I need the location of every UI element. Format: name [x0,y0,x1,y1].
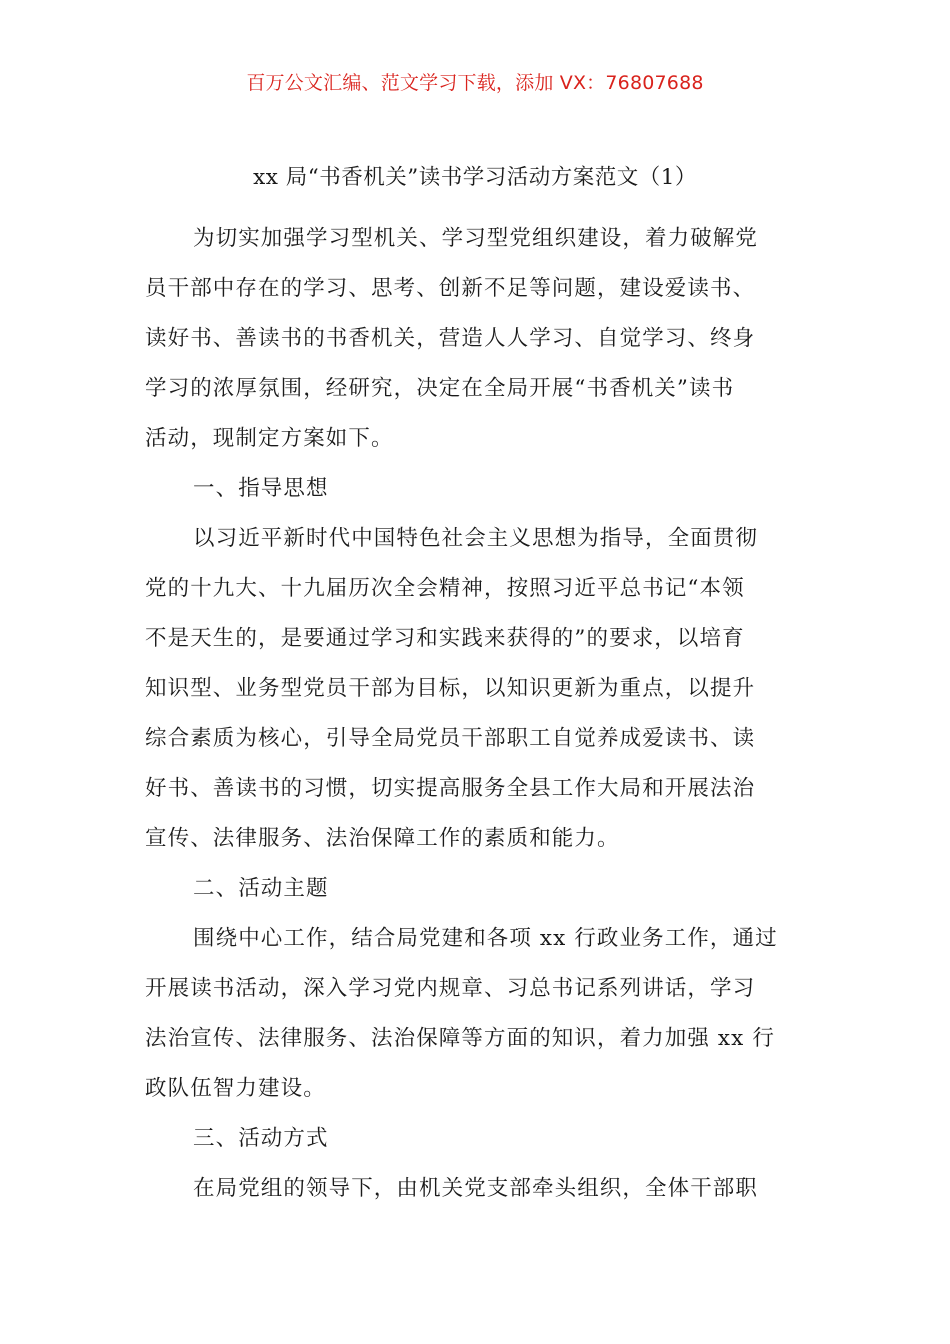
paragraph [145,214,807,464]
text-line: 一、指导思想 [193,476,329,501]
text-line: 二、活动主题 [193,876,329,901]
text-line: 围绕中心工作，结合局党建和各项 xx 行政业务工作，通过 [193,926,778,951]
document-title: xx 局“书香机关”读书学习活动方案范文（1） [253,165,697,190]
text-line: 三、活动方式 [193,1126,329,1151]
section-heading [145,864,807,914]
text-line: 宣传、法律服务、法治保障工作的素质和能力。 [145,826,620,851]
paragraph [145,514,807,864]
text-line: 法治宣传、法律服务、法治保障等方面的知识，着力加强 xx 行 [145,1026,775,1051]
text-line: 党的十九大、十九届历次全会精神，按照习近平总书记“本领 [145,576,745,601]
text-line: 开展读书活动，深入学习党内规章、习总书记系列讲话，学习 [145,976,756,1001]
section-heading [145,1114,807,1164]
text-line: 政队伍智力建设。 [145,1076,326,1101]
text-line: 好书、善读书的习惯，切实提高服务全县工作大局和开展法治 [145,776,756,801]
paragraph [145,1164,807,1214]
header-watermark-note: 百万公文汇编、范文学习下载，添加 VX：76807688 [246,72,704,94]
text-line: 以习近平新时代中国特色社会主义思想为指导，全面贯彻 [193,526,759,551]
paragraph [145,914,807,1114]
text-line: 在局党组的领导下，由机关党支部牵头组织，全体干部职 [193,1176,759,1201]
text-line: 知识型、业务型党员干部为目标，以知识更新为重点，以提升 [145,676,756,701]
text-line: 员干部中存在的学习、思考、创新不足等问题，建设爱读书、 [145,276,756,301]
text-line: 不是天生的，是要通过学习和实践来获得的”的要求，以培育 [145,626,745,651]
text-line: 为切实加强学习型机关、学习型党组织建设，着力破解党 [193,226,759,251]
text-line: 读好书、善读书的书香机关，营造人人学习、自觉学习、终身 [145,326,756,351]
text-line: 活动，现制定方案如下。 [145,426,394,451]
document-body [145,214,807,1214]
section-heading [145,464,807,514]
text-line: 学习的浓厚氛围，经研究，决定在全局开展“书香机关”读书 [145,376,735,401]
text-line: 综合素质为核心，引导全局党员干部职工自觉养成爱读书、读 [145,726,756,751]
